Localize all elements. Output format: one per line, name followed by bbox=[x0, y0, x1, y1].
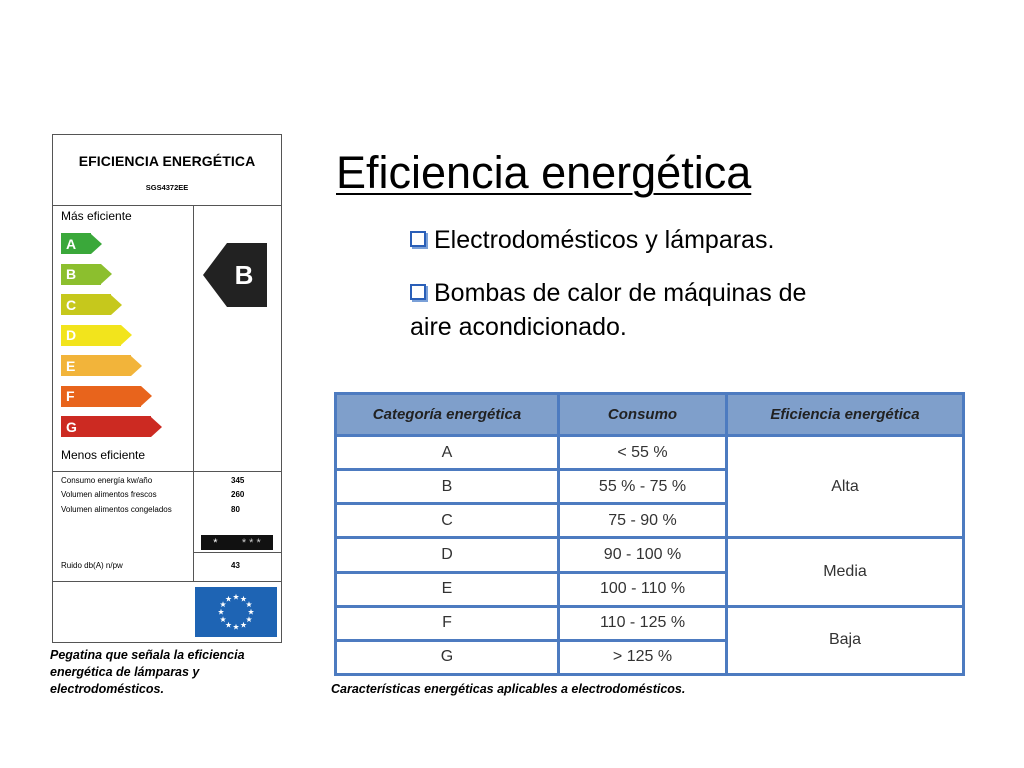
class-letter: B bbox=[61, 264, 101, 285]
spec-label: Volumen alimentos congelados bbox=[61, 505, 172, 514]
label-divider bbox=[193, 552, 281, 553]
cell-category: C bbox=[336, 504, 559, 538]
eu-star-icon bbox=[225, 596, 231, 602]
bullet-text: Bombas de calor de máquinas de bbox=[434, 279, 807, 307]
bullet-item bbox=[410, 276, 806, 344]
cell-consumption: < 55 % bbox=[559, 436, 727, 470]
class-arrow-a bbox=[61, 233, 102, 254]
arrow-tip bbox=[121, 325, 132, 345]
arrow-tip bbox=[151, 417, 162, 437]
header-category: Categoría energética bbox=[336, 394, 559, 436]
class-arrow-b bbox=[61, 264, 112, 285]
class-letter: A bbox=[61, 233, 91, 254]
table-row bbox=[336, 606, 964, 640]
rating-letter: B bbox=[227, 243, 267, 307]
cell-efficiency: Media bbox=[727, 538, 964, 606]
checkbox-bullet-icon bbox=[410, 284, 426, 300]
eu-star-icon bbox=[220, 616, 226, 622]
cell-category: E bbox=[336, 572, 559, 606]
label-more-efficient: Más eficiente bbox=[61, 209, 132, 223]
eu-star-icon bbox=[240, 596, 246, 602]
freezer-stars bbox=[201, 535, 273, 550]
eu-star-icon bbox=[218, 609, 224, 615]
eu-star-icon bbox=[248, 609, 254, 615]
spec-label: Consumo energía kw/año bbox=[61, 476, 153, 485]
bullet-text: Electrodomésticos y lámparas. bbox=[434, 226, 775, 254]
class-letter: C bbox=[61, 294, 111, 315]
cell-consumption: 90 - 100 % bbox=[559, 538, 727, 572]
rating-arrow-tip bbox=[203, 243, 227, 307]
cell-category: D bbox=[336, 538, 559, 572]
label-caption: Pegatina que señala la eficiencia energética de lámparas y electrodomésticos. bbox=[50, 648, 245, 696]
eu-flag-icon bbox=[195, 587, 277, 637]
class-arrow-e bbox=[61, 355, 142, 376]
class-letter: E bbox=[61, 355, 131, 376]
cell-category: G bbox=[336, 640, 559, 674]
eu-star-icon bbox=[225, 622, 231, 628]
class-arrow-g bbox=[61, 416, 162, 437]
arrow-tip bbox=[91, 234, 102, 254]
cell-category: A bbox=[336, 436, 559, 470]
cell-efficiency: Alta bbox=[727, 436, 964, 538]
bullet-item bbox=[410, 223, 774, 257]
cell-consumption: 55 % - 75 % bbox=[559, 470, 727, 504]
cell-category: F bbox=[336, 606, 559, 640]
table-row bbox=[336, 436, 964, 470]
table-header-row bbox=[336, 394, 964, 436]
cell-efficiency: Baja bbox=[727, 606, 964, 674]
cell-consumption: 110 - 125 % bbox=[559, 606, 727, 640]
spec-label: Volumen alimentos frescos bbox=[61, 490, 157, 499]
class-letter: F bbox=[61, 386, 141, 407]
label-divider bbox=[53, 581, 281, 582]
eu-star-icon bbox=[233, 624, 239, 630]
arrow-tip bbox=[141, 386, 152, 406]
spec-value: 80 bbox=[231, 505, 240, 514]
class-letter: D bbox=[61, 325, 121, 346]
eu-star-icon bbox=[233, 594, 239, 600]
cell-category: B bbox=[336, 470, 559, 504]
page-title: Eficiencia energética bbox=[336, 147, 752, 198]
star-icon: * * * bbox=[241, 536, 261, 549]
checkbox-bullet-icon bbox=[410, 231, 426, 247]
eu-star-icon bbox=[246, 616, 252, 622]
noise-value: 43 bbox=[231, 561, 240, 570]
class-letter: G bbox=[61, 416, 151, 437]
class-arrow-d bbox=[61, 325, 132, 346]
table-row bbox=[336, 538, 964, 572]
label-title: EFICIENCIA ENERGÉTICA bbox=[78, 153, 256, 169]
label-vertical-divider bbox=[193, 205, 194, 582]
header-consumption: Consumo bbox=[559, 394, 727, 436]
arrow-tip bbox=[131, 356, 142, 376]
label-less-efficient: Menos eficiente bbox=[61, 448, 146, 462]
header-efficiency: Eficiencia energética bbox=[727, 394, 964, 436]
rating-arrow bbox=[203, 243, 267, 307]
spec-value: 345 bbox=[231, 476, 245, 485]
eu-star-icon bbox=[220, 601, 226, 607]
noise-label: Ruido db(A) n/pw bbox=[61, 561, 123, 570]
energy-category-table bbox=[334, 392, 965, 676]
table-caption: Características energéticas aplicables a electrodomésticos. bbox=[331, 682, 686, 696]
spec-value: 260 bbox=[231, 490, 245, 499]
eu-star-icon bbox=[240, 622, 246, 628]
eu-star-icon bbox=[246, 601, 252, 607]
label-header bbox=[53, 135, 281, 206]
star-icon: * bbox=[213, 536, 218, 549]
arrow-tip bbox=[101, 264, 112, 284]
bullet-text-continued: aire acondicionado. bbox=[410, 313, 627, 341]
label-model: SGS4372EE bbox=[145, 183, 189, 192]
cell-consumption: 100 - 110 % bbox=[559, 572, 727, 606]
class-arrow-c bbox=[61, 294, 122, 315]
arrow-tip bbox=[111, 295, 122, 315]
class-arrow-f bbox=[61, 386, 152, 407]
cell-consumption: 75 - 90 % bbox=[559, 504, 727, 538]
eu-stars-icon bbox=[206, 590, 266, 634]
energy-label bbox=[52, 134, 282, 643]
cell-consumption: > 125 % bbox=[559, 640, 727, 674]
